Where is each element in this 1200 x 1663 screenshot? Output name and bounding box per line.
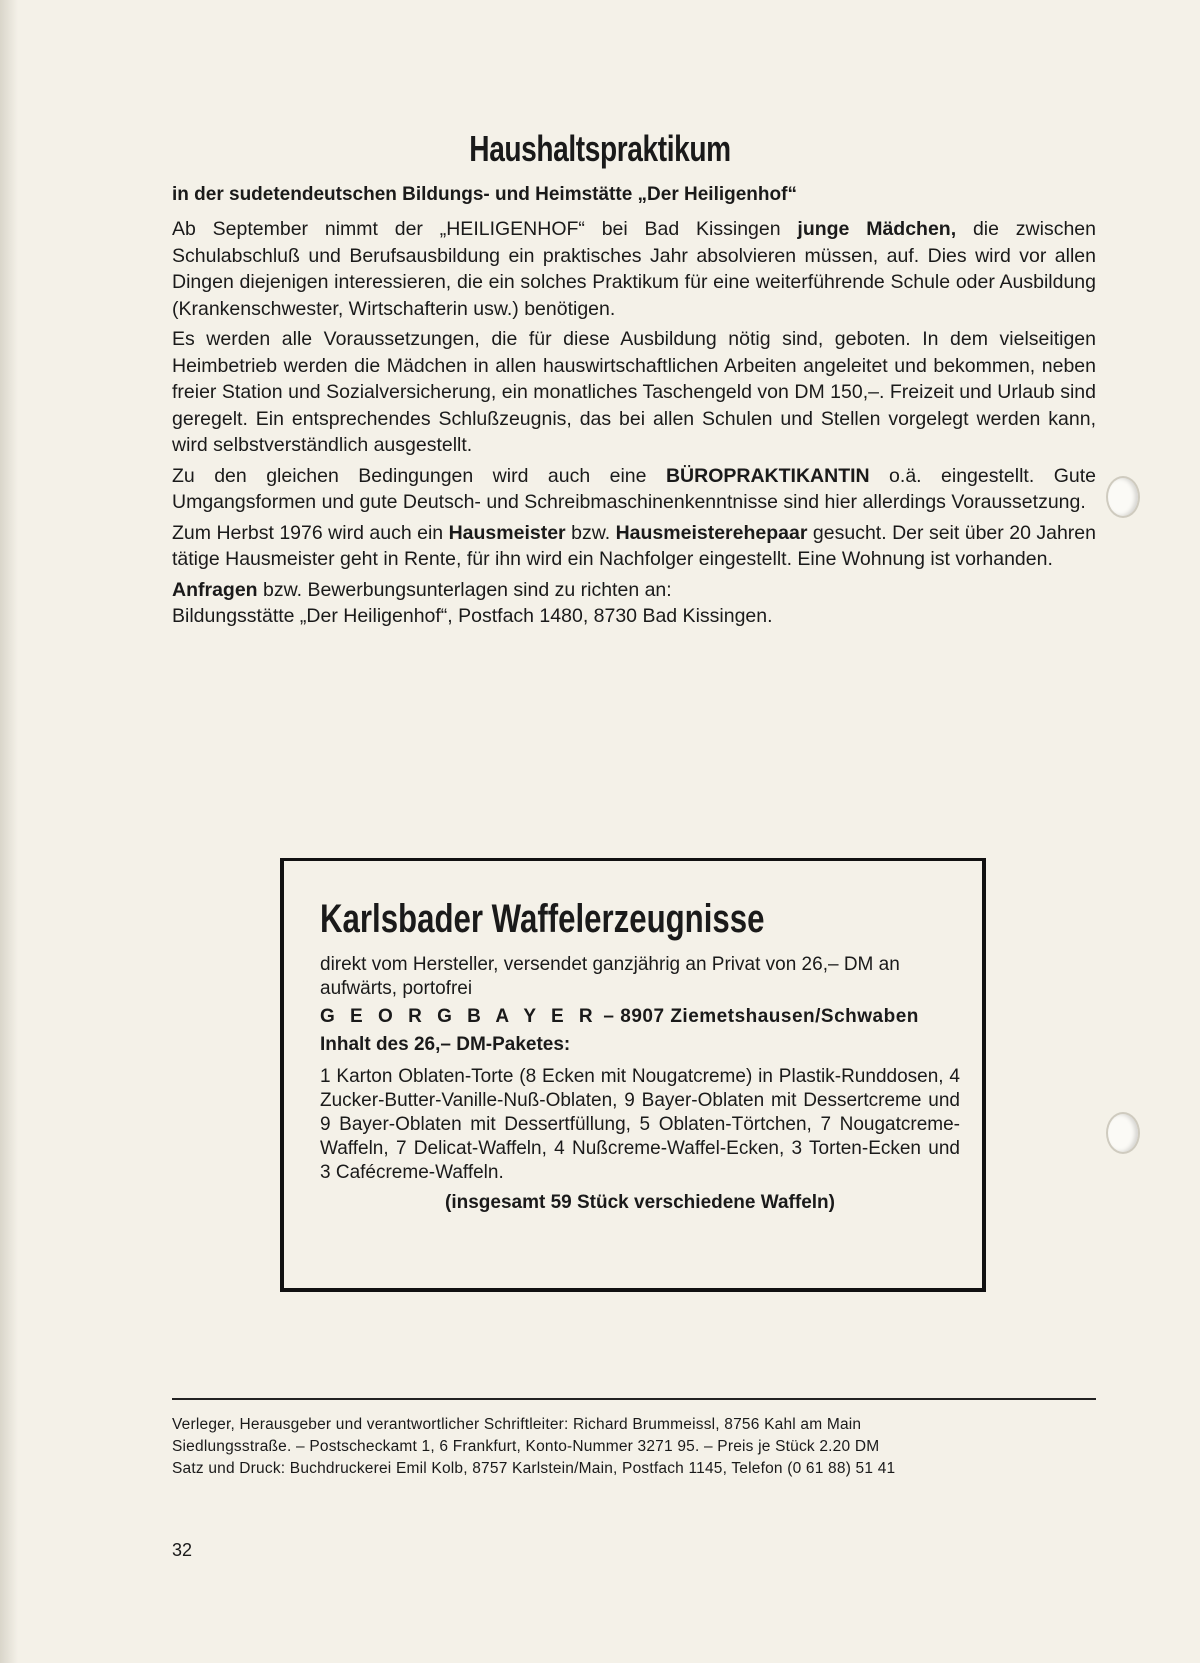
ad-total: (insgesamt 59 Stück verschiedene Waffeln) — [445, 1192, 835, 1213]
article-title: Haushaltspraktikum — [469, 128, 731, 169]
imprint-line-1: Verleger, Herausgeber und verantwortlicher Schriftleiter: Richard Brummeissl, 8756 Kahl am Main — [172, 1416, 862, 1433]
article-body — [172, 216, 1096, 634]
ad-body — [320, 953, 960, 1219]
imprint-line-3: Satz und Druck: Buchdruckerei Emil Kolb, 8757 Karlstein/Main, Postfach 1145, Telefon (0 61 88) 51 41 — [172, 1460, 896, 1477]
paragraph-4: Zum Herbst 1976 wird auch ein Hausmeister bzw. Hausmeisterehepaar gesucht. Der seit über 20 Jahren tätige Hausmeister geht in Rente, für ihn wird ein Nachfolger eingestellt. Eine Wohnung ist vorhanden. — [172, 521, 1096, 570]
contact-address: Bildungsstätte „Der Heiligenhof“, Postfach 1480, 8730 Bad Kissingen. — [172, 605, 773, 627]
paragraph-1: Ab September nimmt der „HEILIGENHOF“ bei Bad Kissingen junge Mädchen, die zwischen Schulabschluß und Berufsausbildung ein praktisches Jahr absolvieren müssen, auf. Dies wird vor allen Dingen diejenigen interessieren, die ein solches Praktikum für eine weiterführende Schule oder Ausbildung (Krankenschwester, Wirtschafterin usw.) benötigen. — [172, 218, 1096, 320]
ad-package-contents: 1 Karton Oblaten-Torte (8 Ecken mit Nougatcreme) in Plastik-Runddosen, 4 Zucker-Butter-Vanille-Nuß-Oblaten, 9 Bayer-Oblaten mit Dessertcreme und 9 Bayer-Oblaten mit Dessertfüllung, 5 Oblaten-Törtchen, 7 Nougatcreme-Waffeln, 7 Delicat-Waffeln, 4 Nußcreme-Waffel-Ecken, 3 Torten-Ecken und 3 Cafécreme-Waffeln. — [320, 1066, 960, 1183]
advertisement-box — [280, 858, 986, 1292]
punch-hole-top — [1106, 476, 1140, 518]
paragraph-3: Zu den gleichen Bedingungen wird auch eine BÜROPRAKTIKANTIN o.ä. eingestellt. Gute Umgangsformen und gute Deutsch- und Schreibmaschinenkenntnisse sind hier allerdings Voraussetzung. — [172, 464, 1096, 513]
ad-contact: G E O R G B A Y E R – 8907 Ziemetshausen/Schwaben — [320, 1006, 919, 1027]
paragraph-2: Es werden alle Voraussetzungen, die für diese Ausbildung nötig sind, geboten. In dem vielseitigen Heimbetrieb werden die Mädchen in allen hauswirtschaftlichen Arbeiten angeleitet und bekommen, neben freier Station und Sozialversicherung, ein monatliches Taschengeld von DM 150,–. Freizeit und Urlaub sind geregelt. Ein entsprechendes Schlußzeugnis, das bei allen Schulen und Stellen vorgelegt werden kann, wird selbstverständlich ausgestellt. — [172, 328, 1096, 456]
punch-hole-bottom — [1106, 1112, 1140, 1154]
paragraph-5: Anfragen bzw. Bewerbungsunterlagen sind zu richten an: — [172, 578, 672, 601]
footer-divider — [172, 1398, 1096, 1400]
imprint-line-2: Siedlungsstraße. – Postscheckamt 1, 6 Frankfurt, Konto-Nummer 3271 95. – Preis je Stück 2.20 DM — [172, 1438, 880, 1455]
article-subtitle: in der sudetendeutschen Bildungs- und Heimstätte „Der Heiligenhof“ — [172, 184, 797, 205]
page-edge-shadow — [0, 0, 18, 1663]
ad-package-heading: Inhalt des 26,– DM-Paketes: — [320, 1034, 571, 1055]
ad-title: Karlsbader Waffelerzeugnisse — [320, 897, 765, 941]
imprint — [172, 1414, 1096, 1480]
page-number: 32 — [172, 1540, 193, 1560]
ad-intro: direkt vom Hersteller, versendet ganzjährig an Privat von 26,– DM an aufwärts, portofrei — [320, 954, 900, 999]
